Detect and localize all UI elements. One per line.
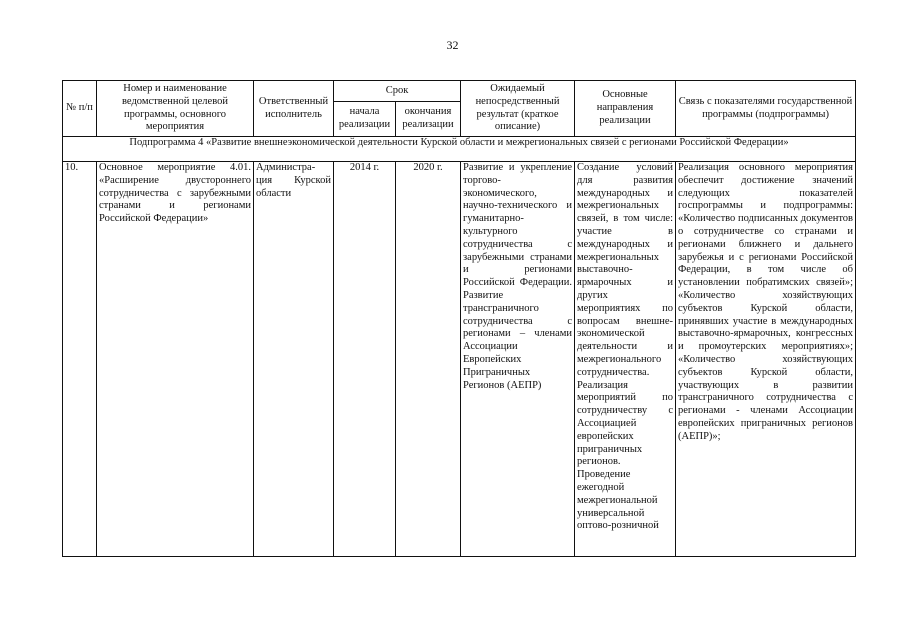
header-name: Номер и наименование ведомственной целевой программы, основного мероприятия xyxy=(97,81,254,137)
row-num: 10. xyxy=(63,162,97,557)
header-end: окончания реализации xyxy=(396,102,461,137)
table-row xyxy=(63,162,856,557)
row-directions: Создание условий для развития международных и межрегиональных связей, в том числе: участие в международных и межрегиональных выставочно-ярмарочных и других мероприятиях по вопросам внешне-экономической деятельности и межрегионального сотрудничества. Реализация мероприятий по сотрудничеству с Ассоциацией европейских приграничных регионов. Проведение ежегодной межрегиональной универсальной оптово-розничной xyxy=(575,162,676,557)
header-link: Связь с показателями государственной программы (подпрограммы) xyxy=(676,81,856,137)
row-start: 2014 г. xyxy=(334,162,396,557)
header-period: Срок xyxy=(334,81,461,102)
subprogram-title: Подпрограмма 4 «Развитие внешнеэкономической деятельности Курской области и межрегиональных связей с регионами Российской Федерации» xyxy=(63,137,856,162)
header-directions: Основные направления реализации xyxy=(575,81,676,137)
header-num: № п/п xyxy=(63,81,97,137)
header-result: Ожидаемый непосредственный результат (краткое описание) xyxy=(461,81,575,137)
row-link: Реализация основного мероприятия обеспечит достижение значений следующих показателей госпрограммы и подпрограммы: «Количество подписанных документов о сотрудничестве со странами и регионами ближнего и дальнего зарубежья и с регионами Российской Федерации, в том числе об установлении побратимских связей»; «Количество хозяйствующих субъектов Курской области, принявших участие в международных выставочно-ярмарочных, конгрессных и промоутерских мероприятиях»; «Количество хозяйствующих субъектов Курской области, участвующих в развитии трансграничного сотрудничества с регионами - членами Ассоциации европейских приграничных регионов (АЕПР)»; xyxy=(676,162,856,557)
program-table xyxy=(62,80,856,557)
header-executor: Ответственный исполнитель xyxy=(254,81,334,137)
row-executor: Администра-ция Курской области xyxy=(254,162,334,557)
header-start: начала реализации xyxy=(334,102,396,137)
page-number: 32 xyxy=(446,38,459,52)
row-end: 2020 г. xyxy=(396,162,461,557)
row-name: Основное мероприятие 4.01. «Расширение двустороннего сотрудничества с зарубежными странами и регионами Российской Федерации» xyxy=(97,162,254,557)
row-result: Развитие и укрепление торгово-экономического, научно-технического и гуманитарно-культурного сотрудничества с зарубежными странами и регионами Российской Федерации. Развитие трансграничного сотрудничества с регионами – членами Ассоциации Европейских Приграничных Регионов (АЕПР) xyxy=(461,162,575,557)
